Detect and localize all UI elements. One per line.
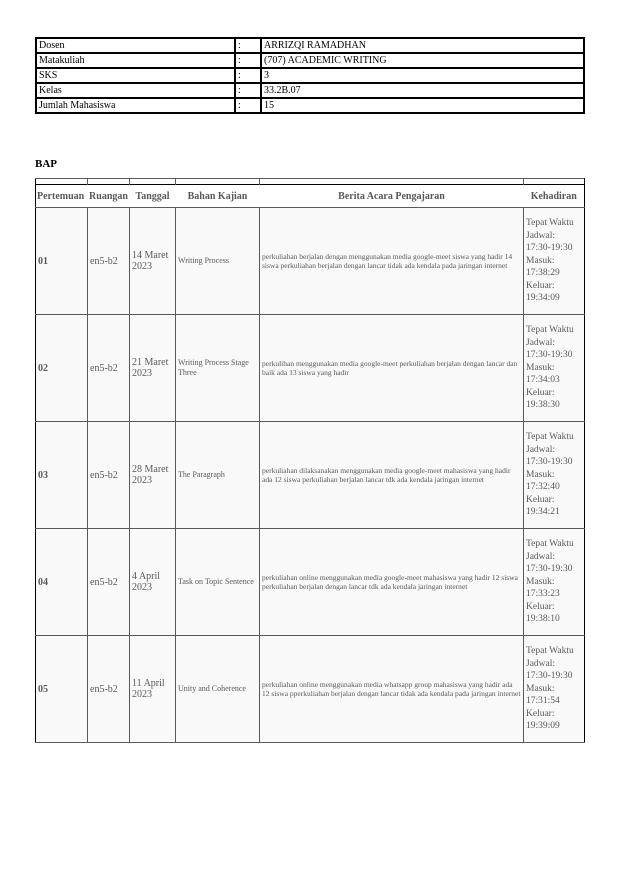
info-value: 33.2B.07 xyxy=(261,83,584,98)
info-value: (707) ACADEMIC WRITING xyxy=(261,53,584,68)
info-row xyxy=(36,38,584,53)
kehadiran-masuk-label: Masuk: xyxy=(526,469,555,480)
cell-bahan-kajian: The Paragraph xyxy=(176,422,260,529)
cell-pertemuan: 04 xyxy=(36,529,88,636)
kehadiran-keluar: 19:39:09 xyxy=(526,721,560,732)
kehadiran-masuk: 17:33:23 xyxy=(526,589,560,600)
kehadiran-status: Tepat Waktu xyxy=(526,218,574,229)
cell-ruangan: en5-b2 xyxy=(88,315,130,422)
bap-row xyxy=(36,636,585,743)
kehadiran-jadwal-label: Jadwal: xyxy=(526,551,556,562)
cell-pertemuan: 01 xyxy=(36,208,88,315)
cell-berita-acara: perkulihan menggunakan media google-meet perkuliahan berjalan dengan lancar dan baik ada 13 siswa yang hadir xyxy=(260,315,524,422)
bap-row xyxy=(36,315,585,422)
kehadiran-jadwal: 17:30-19:30 xyxy=(526,350,573,361)
kehadiran-status: Tepat Waktu xyxy=(526,646,574,657)
cell-bahan-kajian: Task on Topic Sentence xyxy=(176,529,260,636)
cell-pertemuan: 05 xyxy=(36,636,88,743)
kehadiran-masuk-label: Masuk: xyxy=(526,362,555,373)
col-header-kehadiran: Kehadiran xyxy=(524,185,585,208)
cell-kehadiran xyxy=(524,636,585,743)
kehadiran-jadwal: 17:30-19:30 xyxy=(526,457,573,468)
info-label: Matakuliah xyxy=(36,53,235,68)
kehadiran-masuk: 17:32:40 xyxy=(526,482,560,493)
info-row xyxy=(36,83,584,98)
kehadiran-jadwal-label: Jadwal: xyxy=(526,658,556,669)
kehadiran-keluar-label: Keluar: xyxy=(526,387,555,398)
bap-header-row xyxy=(36,185,585,208)
kehadiran-masuk-label: Masuk: xyxy=(526,576,555,587)
col-header-bahan-kajian: Bahan Kajian xyxy=(176,185,260,208)
info-label: Kelas xyxy=(36,83,235,98)
cell-pertemuan: 02 xyxy=(36,315,88,422)
info-separator: : xyxy=(235,38,261,53)
cell-ruangan: en5-b2 xyxy=(88,529,130,636)
cell-bahan-kajian: Unity and Coherence xyxy=(176,636,260,743)
course-info-table xyxy=(35,37,585,114)
kehadiran-jadwal-label: Jadwal: xyxy=(526,230,556,241)
col-header-berita-acara: Berita Acara Pengajaran xyxy=(260,185,524,208)
kehadiran-keluar-label: Keluar: xyxy=(526,601,555,612)
col-header-tanggal: Tanggal xyxy=(130,185,176,208)
info-label: SKS xyxy=(36,68,235,83)
cell-berita-acara: perkuliahan berjalan dengan menggunakan media google-meet siswa yang hadir 14 siswa perkuliahan berjalan dengan lancar tidak ada kendala pada jaringan internet xyxy=(260,208,524,315)
info-separator: : xyxy=(235,83,261,98)
info-separator: : xyxy=(235,98,261,113)
kehadiran-jadwal-label: Jadwal: xyxy=(526,444,556,455)
cell-tanggal: 14 Maret 2023 xyxy=(130,208,176,315)
cell-kehadiran xyxy=(524,208,585,315)
kehadiran-keluar-label: Keluar: xyxy=(526,708,555,719)
info-row xyxy=(36,98,584,113)
info-row xyxy=(36,68,584,83)
cell-tanggal: 28 Maret 2023 xyxy=(130,422,176,529)
cell-pertemuan: 03 xyxy=(36,422,88,529)
kehadiran-jadwal: 17:30-19:30 xyxy=(526,243,573,254)
info-separator: : xyxy=(235,68,261,83)
bap-table xyxy=(35,178,585,743)
kehadiran-masuk: 17:31:54 xyxy=(526,696,560,707)
kehadiran-jadwal: 17:30-19:30 xyxy=(526,671,573,682)
kehadiran-status: Tepat Waktu xyxy=(526,325,574,336)
cell-berita-acara: perkuliahan dilaksanakan menggunakan media google-meet mahasiswa yang hadir ada 12 siswa perkuliahan berjalan lancar tdk ada kendala jaringan internet xyxy=(260,422,524,529)
kehadiran-masuk: 17:38:29 xyxy=(526,268,560,279)
col-header-ruangan: Ruangan xyxy=(88,185,130,208)
kehadiran-keluar: 19:34:21 xyxy=(526,507,560,518)
info-value: 3 xyxy=(261,68,584,83)
bap-heading: BAP xyxy=(35,158,57,170)
info-value: 15 xyxy=(261,98,584,113)
kehadiran-masuk-label: Masuk: xyxy=(526,683,555,694)
col-header-pertemuan: Pertemuan xyxy=(36,185,88,208)
kehadiran-jadwal-label: Jadwal: xyxy=(526,337,556,348)
cell-tanggal: 11 April 2023 xyxy=(130,636,176,743)
cell-ruangan: en5-b2 xyxy=(88,636,130,743)
bap-row xyxy=(36,529,585,636)
kehadiran-keluar-label: Keluar: xyxy=(526,280,555,291)
cell-ruangan: en5-b2 xyxy=(88,422,130,529)
bap-row xyxy=(36,422,585,529)
kehadiran-jadwal: 17:30-19:30 xyxy=(526,564,573,575)
kehadiran-keluar: 19:38:10 xyxy=(526,614,560,625)
kehadiran-status: Tepat Waktu xyxy=(526,539,574,550)
cell-kehadiran xyxy=(524,529,585,636)
cell-berita-acara: perkuliahan online menggunakan media google-meet mahasiswa yang hadir 12 siswa perkuliahan berjalan dengan lancar tdk ada kendala jaringan internet xyxy=(260,529,524,636)
kehadiran-masuk: 17:34:03 xyxy=(526,375,560,386)
cell-kehadiran xyxy=(524,422,585,529)
cell-bahan-kajian: Writing Process Stage Three xyxy=(176,315,260,422)
info-label: Dosen xyxy=(36,38,235,53)
bap-row xyxy=(36,208,585,315)
cell-tanggal: 4 April 2023 xyxy=(130,529,176,636)
kehadiran-keluar: 19:34:09 xyxy=(526,293,560,304)
info-separator: : xyxy=(235,53,261,68)
kehadiran-masuk-label: Masuk: xyxy=(526,255,555,266)
cell-bahan-kajian: Writing Process xyxy=(176,208,260,315)
cell-ruangan: en5-b2 xyxy=(88,208,130,315)
kehadiran-keluar: 19:38:30 xyxy=(526,400,560,411)
info-label: Jumlah Mahasiswa xyxy=(36,98,235,113)
kehadiran-keluar-label: Keluar: xyxy=(526,494,555,505)
info-value: ARRIZQI RAMADHAN xyxy=(261,38,584,53)
cell-tanggal: 21 Maret 2023 xyxy=(130,315,176,422)
kehadiran-status: Tepat Waktu xyxy=(526,432,574,443)
info-row xyxy=(36,53,584,68)
cell-berita-acara: perkuliahan online menggunakan media whatsapp group mahasiswa yang hadir ada 12 siswa pperkuliahan berjalan dengan lancar tidak ada kendala pada jaringan internet xyxy=(260,636,524,743)
cell-kehadiran xyxy=(524,315,585,422)
